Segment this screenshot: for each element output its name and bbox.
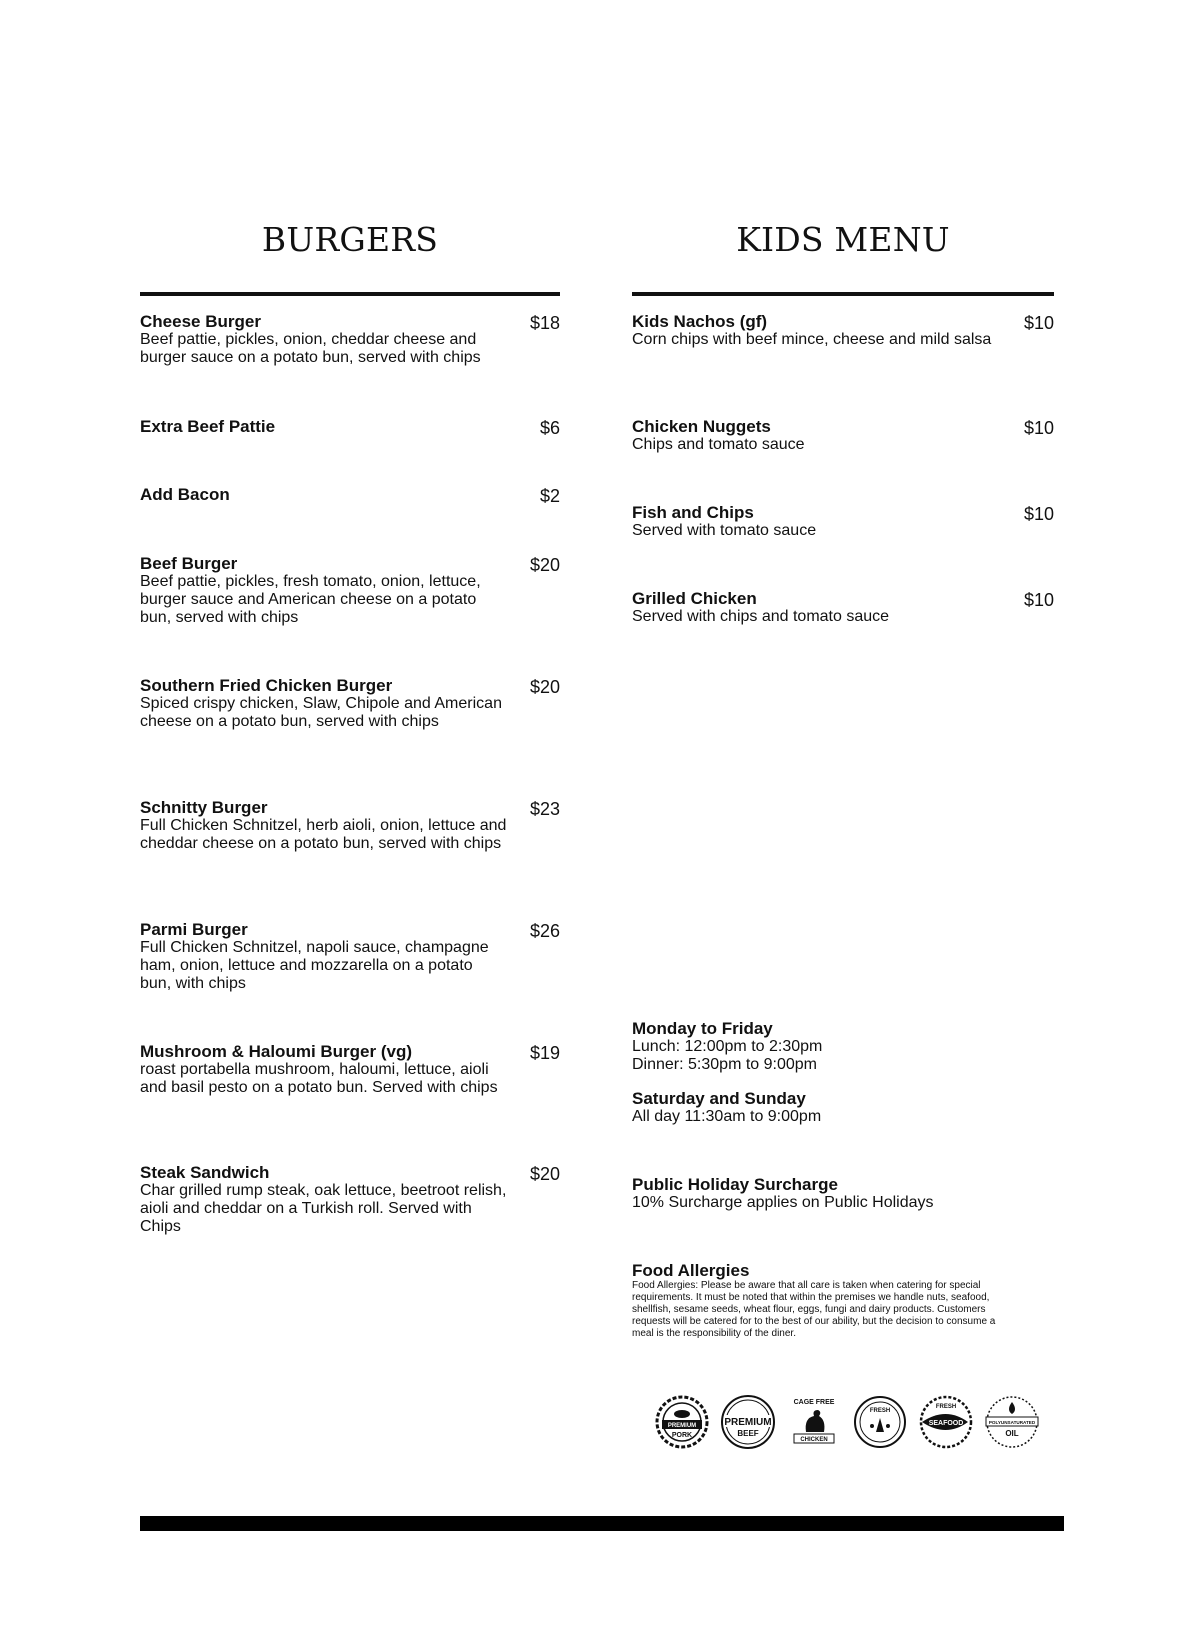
burgers-divider (140, 292, 560, 296)
burgers-title: BURGERS (261, 220, 439, 259)
menu-item-chicken-nuggets (632, 418, 1054, 454)
fresh-produce-badge-icon (850, 1392, 910, 1452)
item-name: Add Bacon (140, 485, 230, 504)
cage-free-chicken-badge-icon (784, 1392, 844, 1452)
item-price: $10 (1023, 590, 1054, 610)
menu-item-steak-sandwich (140, 1164, 560, 1236)
item-price: $20 (529, 1164, 560, 1184)
polyunsaturated-oil-badge-icon (982, 1392, 1042, 1452)
menu-item-cheese-burger (140, 313, 560, 367)
item-description: Spiced crispy chicken, Slaw, Chipole and American cheese on a potato bun, served with chips (140, 695, 502, 730)
premium-beef-badge-icon (718, 1392, 778, 1452)
weekday-heading: Monday to Friday (632, 1019, 773, 1038)
item-description: roast portabella mushroom, haloumi, lettuce, aioli and basil pesto on a potato bun. Served with chips (140, 1061, 498, 1096)
menu-item-beef-burger (140, 555, 560, 627)
item-name: Fish and Chips (632, 503, 754, 522)
weekday-dinner: Dinner: 5:30pm to 9:00pm (632, 1056, 817, 1073)
weekend-hours: All day 11:30am to 9:00pm (632, 1108, 822, 1125)
item-name: Grilled Chicken (632, 589, 757, 608)
menu-item-mushroom-haloumi-burger (140, 1043, 560, 1097)
item-name: Kids Nachos (gf) (632, 312, 768, 331)
menu-item-grilled-chicken (632, 590, 1054, 626)
item-price: $2 (539, 486, 560, 506)
surcharge-text: 10% Surcharge applies on Public Holidays (632, 1194, 934, 1211)
menu-item-add-bacon (140, 486, 560, 504)
public-holiday-surcharge (632, 1175, 1054, 1212)
surcharge-heading: Public Holiday Surcharge (632, 1175, 838, 1194)
badge-line-2: SEAFOOD (928, 1420, 964, 1427)
item-description: Char grilled rump steak, oak lettuce, beetroot relish, aioli and cheddar on a Turkish roll. Served with Chips (140, 1182, 507, 1235)
item-description: Corn chips with beef mince, cheese and mild salsa (632, 331, 992, 348)
badge-line-2: BEEF (737, 1429, 759, 1438)
item-name: Mushroom & Haloumi Burger (vg) (140, 1042, 413, 1061)
item-description: Served with chips and tomato sauce (632, 608, 890, 625)
footer-bar (140, 1516, 1064, 1531)
badge-line-2: CHICKEN (800, 1437, 828, 1443)
item-description: Full Chicken Schnitzel, napoli sauce, champagne ham, onion, lettuce and mozzarella on a potato bun, with chips (140, 939, 489, 992)
item-description: Beef pattie, pickles, fresh tomato, onion, lettuce, burger sauce and American cheese on a potato bun, served with chips (140, 573, 481, 626)
item-description: Full Chicken Schnitzel, herb aioli, onion, lettuce and cheddar cheese on a potato bun, served with chips (140, 817, 507, 852)
menu-item-extra-beef-pattie (140, 418, 560, 436)
menu-item-kids-nachos (632, 313, 1054, 349)
opening-hours-weekend (632, 1089, 1054, 1126)
item-price: $19 (529, 1043, 560, 1063)
fresh-seafood-badge-icon (916, 1392, 976, 1452)
item-price: $20 (529, 677, 560, 697)
badge-line-1: POLYUNSATURATED (988, 1420, 1036, 1425)
badge-line-1: CAGE FREE (793, 1399, 835, 1406)
item-name: Cheese Burger (140, 312, 261, 331)
item-price: $20 (529, 555, 560, 575)
allergies-text: Food Allergies: Please be aware that all care is taken when catering for special requirements. It must be noted that within the premises we handle nuts, seafood, shellfish, sesame seeds, wheat flour, eggs, fungi and dairy products. Customers requests will be catered for to the best of our ability, but the decision to consume a meal is the responsibility of the diner. (632, 1280, 996, 1339)
item-price: $18 (529, 313, 560, 333)
allergies-heading: Food Allergies (632, 1261, 750, 1280)
item-name: Steak Sandwich (140, 1163, 270, 1182)
badge-line-1: FRESH (935, 1404, 957, 1410)
weekday-lunch: Lunch: 12:00pm to 2:30pm (632, 1038, 823, 1055)
item-name: Extra Beef Pattie (140, 417, 276, 436)
item-name: Schnitty Burger (140, 798, 268, 817)
menu-item-southern-fried-chicken-burger (140, 677, 560, 731)
kids-menu-divider (632, 292, 1054, 296)
item-name: Chicken Nuggets (632, 417, 771, 436)
item-price: $26 (529, 921, 560, 941)
badge-line-1: PREMIUM (724, 1417, 772, 1428)
item-name: Southern Fried Chicken Burger (140, 676, 393, 695)
weekend-heading: Saturday and Sunday (632, 1089, 806, 1108)
kids-menu-title: KIDS MENU (736, 220, 950, 259)
food-allergies (632, 1261, 1054, 1340)
item-price: $23 (529, 799, 560, 819)
item-price: $10 (1023, 504, 1054, 524)
item-name: Beef Burger (140, 554, 238, 573)
opening-hours-weekday (632, 1019, 1054, 1074)
premium-pork-badge-icon (652, 1392, 712, 1452)
badge-line-1: FRESH (869, 1408, 891, 1414)
item-price: $10 (1023, 418, 1054, 438)
item-description: Beef pattie, pickles, onion, cheddar cheese and burger sauce on a potato bun, served with chips (140, 331, 481, 366)
item-name: Parmi Burger (140, 920, 248, 939)
badge-line-1: PREMIUM (667, 1423, 697, 1429)
menu-item-fish-and-chips (632, 504, 1054, 540)
item-price: $6 (539, 418, 560, 438)
item-description: Chips and tomato sauce (632, 436, 805, 453)
menu-item-schnitty-burger (140, 799, 560, 853)
menu-item-parmi-burger (140, 921, 560, 993)
quality-badges (652, 1392, 1042, 1452)
badge-line-2: OIL (1005, 1429, 1019, 1438)
item-description: Served with tomato sauce (632, 522, 817, 539)
item-price: $10 (1023, 313, 1054, 333)
badge-line-2: PORK (671, 1432, 693, 1439)
